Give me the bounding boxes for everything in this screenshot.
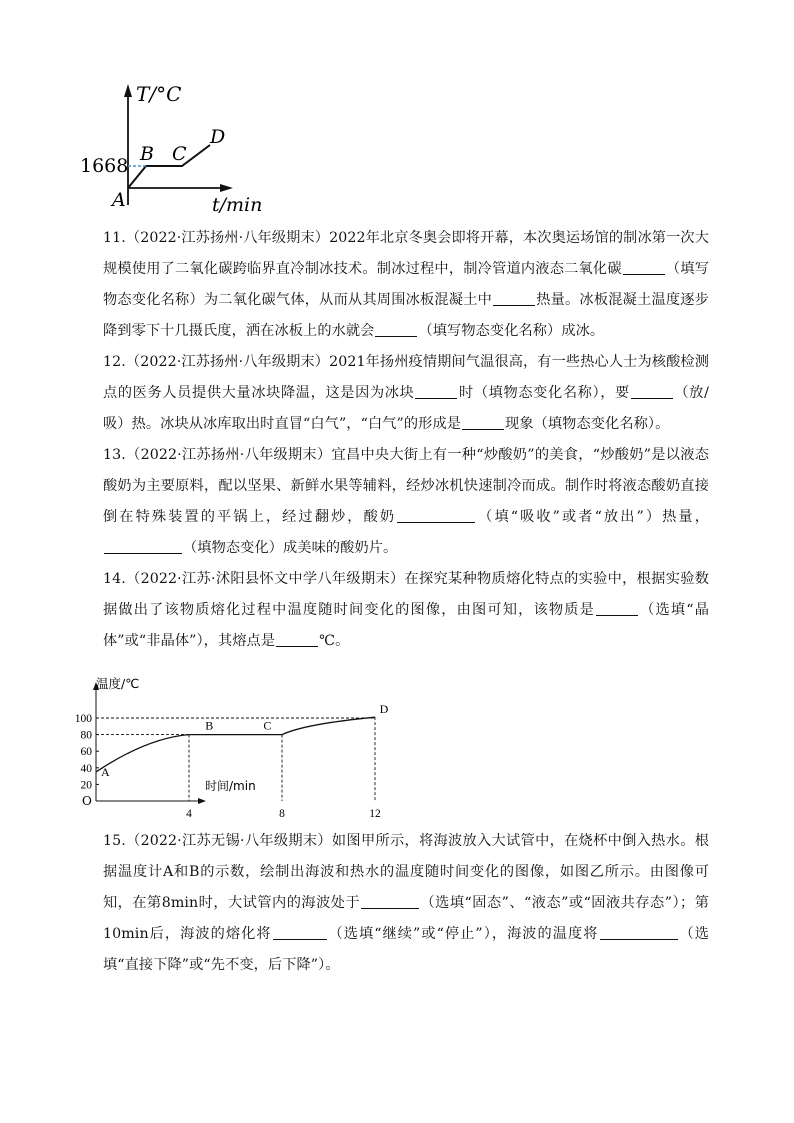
x-tick-label: 4: [186, 808, 192, 820]
q15-blank-1[interactable]: [361, 893, 419, 909]
graph-melting-1668: [0, 0, 794, 220]
q12-text-2: 时（填物态变化名称），要: [458, 385, 630, 401]
g2-x-arrow: [198, 798, 206, 804]
q11-blank-1[interactable]: [623, 259, 665, 275]
g1-point-b: B: [140, 143, 154, 165]
g2-y-label: 温度/℃: [96, 676, 140, 691]
q14-text-2: （选填“晶体”或“非晶体”），其熔点是: [103, 602, 709, 649]
g1-x-arrow: [220, 184, 233, 192]
q15-text-2: （选填“固态”、“液态”或“固液共存态”）；第10min后，海波的熔化将: [103, 895, 709, 942]
g1-point-d: D: [210, 126, 226, 148]
q15-text-1: 如图甲所示，将海波放入大试管中，在烧杯中倒入热水。根据温度计A和B的示数，绘制出海波和热水的温度随时间变化的图像，如图乙所示。由图像可知，在第8min时，大试管内的海波处于: [103, 833, 709, 911]
q15-number: 15: [103, 833, 122, 849]
q14-blank-1[interactable]: [596, 600, 638, 616]
question-12: 12.（2022·江苏扬州·八年级期末）2021年扬州疫情期间气温很高，有一些热心人士为核酸检测点的医务人员提供大量冰块降温，这是因为冰块 时（填物态变化名称），要 （放/吸）热。冰块从冰库取出时直冒“白气”，“白气”的形成是 现象（填物态变化名称）。: [103, 354, 709, 432]
q11-source: （2022·江苏扬州·八年级期末）: [125, 230, 330, 246]
x-tick-label: 8: [279, 808, 285, 820]
question-13: 13.（2022·江苏扬州·八年级期末）宜昌中央大街上有一种“炒酸奶”的美食，“炒酸奶”是以液态酸奶为主要原料，配以坚果、新鲜水果等辅料，经炒冰机快速制冷而成。制作时将液态酸奶直接倒在特殊装置的平锅上，经过翻炒，酸奶 （填“吸收”或者“放出”）热量，（填物态变化）成美味的酸奶片。: [103, 447, 709, 556]
q13-text-3: （填物态变化）成美味的酸奶片。: [183, 540, 398, 556]
q11-text-3: 热量。冰板混凝土温度逐步降到零下十几摄氏度，洒在冰板上的水就会: [103, 292, 710, 339]
q13-text-2: （填“吸收”或者“放出”）热量，: [476, 509, 709, 525]
q12-number: 12: [103, 354, 122, 370]
point-label: B: [205, 718, 214, 733]
q11-number: 11: [103, 230, 122, 246]
g1-point-a: A: [112, 189, 126, 211]
y-tick-label: 40: [80, 762, 92, 775]
q13-text-1: 宜昌中央大街上有一种“炒酸奶”的美食，“炒酸奶”是以液态酸奶为主要原料，配以坚果、新鲜水果等辅料，经炒冰机快速制冷而成。制作时将液态酸奶直接倒在特殊装置的平锅上，经过翻炒，酸奶: [103, 447, 709, 525]
q14-source: （2022·江苏·沭阳县怀文中学八年级期末）: [125, 571, 405, 587]
q12-source: （2022·江苏扬州·八年级期末）: [125, 354, 330, 370]
melting-curve: [96, 717, 375, 772]
question-15: 15.（2022·江苏无锡·八年级期末）如图甲所示，将海波放入大试管中，在烧杯中倒入热水。根据温度计A和B的示数，绘制出海波和热水的温度随时间变化的图像，如图乙所示。由图像可知，在第8min时，大试管内的海波处于 （选填“固态”、“液态”或“固液共存态”）；第10min后，海波的熔化将 （选填“继续”或“停止”），海波的温度将 （选填“直接下降”或“先不变，后下降”）。: [103, 833, 710, 973]
q13-number: 13: [103, 447, 122, 463]
q14-text-1: 在探究某种物质熔化特点的实验中，根据实验数据做出了该物质熔化过程中温度随时间变化的图像，由图可知，该物质是: [103, 571, 710, 618]
point-label: C: [263, 718, 272, 733]
q14-blank-2[interactable]: [276, 631, 318, 647]
q15-source: （2022·江苏无锡·八年级期末）: [125, 833, 332, 849]
q11-text-1: 2022年北京冬奥会即将开幕，本次奥运场馆的制冰第一次大规模使用了二氧化碳跨临界直冷制冰技术。制冰过程中，制冷管道内液态二氧化碳: [103, 230, 709, 277]
q12-blank-3[interactable]: [462, 414, 504, 430]
q13-blank-2[interactable]: [104, 538, 182, 554]
q14-text-3: ℃。: [319, 633, 350, 649]
q12-blank-2[interactable]: [631, 383, 673, 399]
question-11: 11.（2022·江苏扬州·八年级期末）2022年北京冬奥会即将开幕，本次奥运场馆的制冰第一次大规模使用了二氧化碳跨临界直冷制冰技术。制冰过程中，制冷管道内液态二氧化碳 （填写物态变化名称）为二氧化碳气体，从而从其周围冰板混凝土中 热量。冰板混凝土温度逐步降到零下十几摄氏度，洒在冰板上的水就会 （填写物态变化名称）成冰。: [103, 230, 710, 339]
q13-source: （2022·江苏扬州·八年级期末）: [125, 447, 332, 463]
q13-blank-1[interactable]: [397, 507, 475, 523]
x-tick-label: 12: [369, 808, 381, 820]
q12-blank-1[interactable]: [415, 383, 457, 399]
y-tick-label: 20: [80, 779, 92, 792]
y-tick-label: 100: [74, 713, 92, 725]
q15-text-3: （选填“继续”或“停止”），海波的温度将: [327, 926, 599, 942]
q11-text-2: （填写物态变化名称）为二氧化碳气体，从而从其周围冰板混凝土中: [103, 261, 709, 308]
y-tick-label: 60: [80, 746, 92, 759]
question-14: 14.（2022·江苏·沭阳县怀文中学八年级期末）在探究某种物质熔化特点的实验中，根据实验数据做出了该物质熔化过程中温度随时间变化的图像，由图可知，该物质是 （选填“晶体”或“非晶体”），其熔点是 ℃。: [103, 571, 710, 649]
q15-text-4: （选填“直接下降”或“先不变，后下降”）。: [103, 926, 710, 973]
y-tick-label: 80: [80, 729, 92, 742]
q11-blank-2[interactable]: [493, 290, 535, 306]
q14-number: 14: [103, 571, 122, 587]
g1-y-value: 1668: [80, 155, 129, 177]
point-label: D: [379, 702, 389, 717]
point-label: A: [100, 765, 110, 780]
g2-x-label: 时间/min: [205, 779, 256, 793]
q11-text-4: （填写物态变化名称）成冰。: [418, 323, 605, 339]
q11-blank-3[interactable]: [375, 321, 417, 337]
q12-text-4: 现象（填物态变化名称）。: [505, 416, 670, 432]
q15-blank-3[interactable]: [600, 924, 678, 940]
g1-y-label: T/°C: [136, 82, 182, 106]
g1-x-label: t/min: [212, 194, 263, 216]
g1-y-arrow: [124, 84, 132, 97]
g1-point-c: C: [172, 143, 187, 165]
g2-origin: O: [82, 794, 92, 808]
q12-text-1: 2021年扬州疫情期间气温很高，有一些热心人士为核酸检测点的医务人员提供大量冰块降温，这是因为冰块: [103, 354, 709, 401]
q12-text-3: （放/吸）热。冰块从冰库取出时直冒“白气”，“白气”的形成是: [103, 385, 709, 432]
q15-blank-2[interactable]: [273, 924, 327, 940]
